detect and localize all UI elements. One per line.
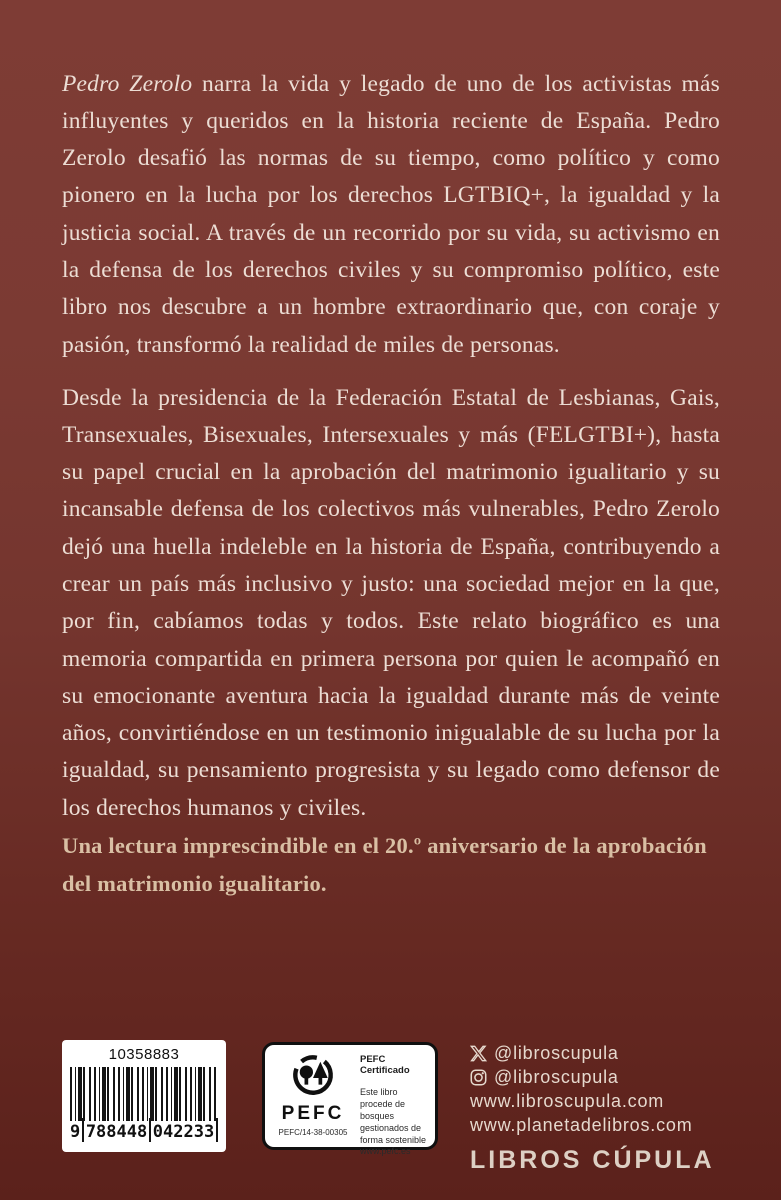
barcode-guard-bar bbox=[216, 1118, 218, 1142]
instagram-handle-row bbox=[470, 1065, 720, 1089]
barcode-sku: 10358883 bbox=[108, 1046, 180, 1063]
isbn-digit-group: 9 bbox=[70, 1122, 81, 1142]
publisher-logo-text: LIBROS CÚPULA bbox=[470, 1146, 715, 1174]
pefc-cert-title: PEFC Certificado bbox=[360, 1054, 410, 1076]
highlight-note: Una lectura imprescindible en el 20.º aniversario de la aprobación del matrimonio igualitario. bbox=[62, 832, 707, 896]
synopsis-paragraph-1-text: narra la vida y legado de uno de los activistas más influyentes y queridos en la historia reciente de España. Pedro Zerolo desafió las normas de su tiempo, como político y como pionero en la lucha por los derechos LGTBIQ+, la igualdad y la justicia social. A través de un recorrido por su vida, su activismo en la defensa de los derechos civiles y su compromiso político, este libro nos descubre a un hombre extraordinario que, con coraje y pasión, transformó la realidad de miles de personas. bbox=[62, 70, 720, 358]
x-handle-row bbox=[470, 1041, 720, 1065]
pefc-cert-description: Este libro procede de bosques gestionados de forma sostenible bbox=[360, 1087, 427, 1145]
x-handle: @libroscupula bbox=[494, 1043, 619, 1063]
pefc-badge bbox=[262, 1042, 438, 1156]
synopsis-paragraph-2: Desde la presidencia de la Federación Estatal de Lesbianas, Gais, Transexuales, Bisexuales, Intersexuales y más (FELGTBI+), hasta su papel crucial en la aprobación del matrimonio igualitario y su incansable defensa de los colectivos más vulnerables, Pedro Zerolo dejó una huella indeleble en la historia de España, contribuyendo a crear un país más inclusivo y justo: una sociedad mejor en la que, por fin, cabíamos todas y todos. Este relato biográfico es una memoria compartida en primera persona por quien le acompañó en su emocionante aventura hacia la igualdad durante más de veinte años, convirtiéndose en un testimonio inigualable de su lucha por la igualdad, su pensamiento progresista y su legado como defensor de los derechos humanos y civiles. bbox=[62, 384, 720, 821]
pefc-website: www.pefc.es bbox=[360, 1146, 411, 1156]
publisher-block bbox=[470, 1041, 720, 1175]
synopsis-paragraph-1 bbox=[62, 66, 720, 364]
x-twitter-icon bbox=[470, 1045, 487, 1062]
instagram-handle: @libroscupula bbox=[494, 1067, 619, 1087]
pefc-badge-left bbox=[274, 1052, 352, 1141]
pefc-wordmark: PEFC bbox=[281, 1103, 345, 1124]
barcode-guard-bar bbox=[82, 1118, 84, 1142]
barcode-digits bbox=[70, 1122, 218, 1142]
website-row-2 bbox=[470, 1113, 720, 1137]
barcode-bars bbox=[70, 1067, 218, 1121]
pefc-certificate-code: PEFC/14-38-00305 bbox=[278, 1128, 348, 1137]
isbn-digit-group: 788448 bbox=[85, 1122, 148, 1142]
instagram-icon bbox=[470, 1069, 487, 1086]
pefc-logo-icon bbox=[285, 1052, 341, 1104]
publisher-website-2: www.planetadelibros.com bbox=[470, 1115, 693, 1135]
pefc-badge-right bbox=[352, 1052, 427, 1156]
book-title-italic: Pedro Zerolo bbox=[62, 70, 193, 97]
website-row-1 bbox=[470, 1089, 720, 1113]
isbn-digit-group: 042233 bbox=[152, 1122, 215, 1142]
barcode-box bbox=[62, 1040, 226, 1152]
publisher-website-1: www.libroscupula.com bbox=[470, 1091, 665, 1111]
barcode-guard-bar bbox=[149, 1118, 151, 1142]
